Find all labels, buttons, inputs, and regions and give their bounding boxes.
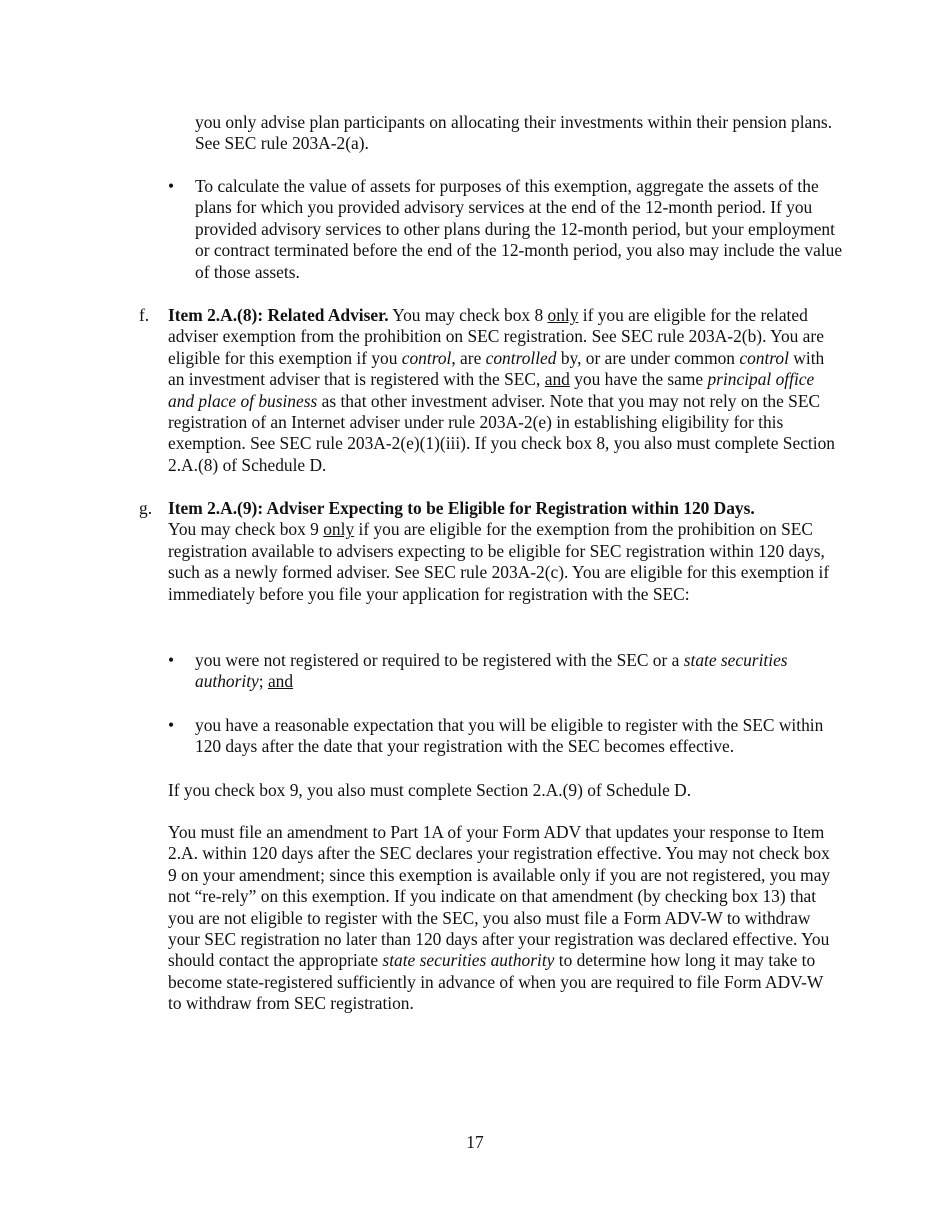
bullet-icon: • bbox=[168, 176, 175, 196]
text-run: if you are eligible for the related adviser exemption from the prohibition on SEC registration. See SEC rule 203A-2(b). You are eligible for this exemption if you bbox=[168, 305, 824, 368]
item-heading: Item 2.A.(8): Related Adviser. bbox=[168, 305, 389, 325]
italic-term: control bbox=[739, 347, 789, 368]
italic-term: control bbox=[401, 347, 452, 368]
bullet-icon: • bbox=[168, 650, 175, 670]
text-run: by, or are under common bbox=[556, 347, 740, 368]
text-run: you were not registered or required to be registered with the SEC or a bbox=[195, 650, 684, 670]
underlined-text: only bbox=[323, 519, 355, 540]
text-run: you have the same bbox=[569, 369, 708, 390]
continuation-paragraph: you only advise plan participants on allocating their investments within their pension plans. See SEC rule 203A-2(a). bbox=[195, 112, 833, 154]
paragraph-amendment bbox=[168, 822, 840, 1015]
italic-term: principal office and place of business bbox=[168, 369, 815, 411]
item-f-text bbox=[168, 305, 840, 476]
underlined-text: and bbox=[267, 671, 294, 692]
text-run: if you are eligible for the exemption from the prohibition on SEC registration available to advisers expecting to be eligible for SEC registration within 120 days, such as a newly formed adviser. See SEC rule 203A-2(c). You are eligible for this exemption if immediately before you file your application for registration with the SEC: bbox=[168, 519, 830, 604]
bullet-icon: • bbox=[168, 715, 175, 735]
bullet-text: you have a reasonable expectation that you will be eligible to register with the SEC within 120 days after the date that your registration with the SEC becomes effective. bbox=[195, 715, 824, 757]
underlined-text: and bbox=[544, 369, 570, 390]
item-marker: g. bbox=[139, 498, 153, 518]
italic-term: controlled bbox=[485, 347, 557, 368]
bullet-text bbox=[195, 650, 845, 693]
text-run: to determine how long it may take to become state-registered sufficiently in advance of when you are required to file Form ADV-W to withdraw from SEC registration. bbox=[168, 950, 823, 1014]
paragraph-check-box-9: If you check box 9, you also must complete Section 2.A.(9) of Schedule D. bbox=[168, 780, 692, 800]
item-heading: Item 2.A.(9): Adviser Expecting to be Eligible for Registration within 120 Days. bbox=[168, 498, 755, 518]
bullet-text: To calculate the value of assets for purposes of this exemption, aggregate the assets of the plans for which you provided advisory services at the end of the 12-month period. If you provided advisory services to other plans during the 12-month period, but your employment or contract terminated before the end of the 12-month period, you also may include the value of those assets. bbox=[195, 176, 843, 282]
page-number: 17 bbox=[466, 1132, 484, 1152]
italic-term: state securities authority bbox=[195, 650, 788, 692]
item-marker: f. bbox=[139, 305, 150, 325]
item-g-text bbox=[168, 498, 840, 605]
text-run: You must file an amendment to Part 1A of your Form ADV that updates your response to Item 2.A. within 120 days after the SEC declares your registration effective. You may not check box 9 on your amendment; since this exemption is available only if you are not registered, you may not “re-rely” on this exemption. If you indicate on that amendment (by checking box 13) that you are not eligible to register with the SEC, you also must file a Form ADV-W to withdraw your SEC registration no later than 120 days after your registration was declared effective. You should contact the appropriate bbox=[168, 822, 831, 971]
text-run: You may check box 8 bbox=[388, 305, 548, 325]
underlined-text: only bbox=[547, 305, 579, 325]
text-run: ; bbox=[258, 671, 268, 692]
text-run: as that other investment adviser. Note that you may not rely on the SEC registration of an Internet adviser under rule 203A-2(e) in establishing eligibility for this exemption. See SEC rule 203A-2(e)(1)(iii). If you check box 8, you also must complete Section 2.A.(8) of Schedule D. bbox=[168, 390, 835, 475]
text-run: You may check box 9 bbox=[168, 519, 324, 540]
text-run: , are bbox=[451, 347, 486, 368]
italic-term: state securities authority bbox=[382, 950, 555, 971]
text-run: with an investment adviser that is registered with the SEC, bbox=[168, 347, 825, 390]
